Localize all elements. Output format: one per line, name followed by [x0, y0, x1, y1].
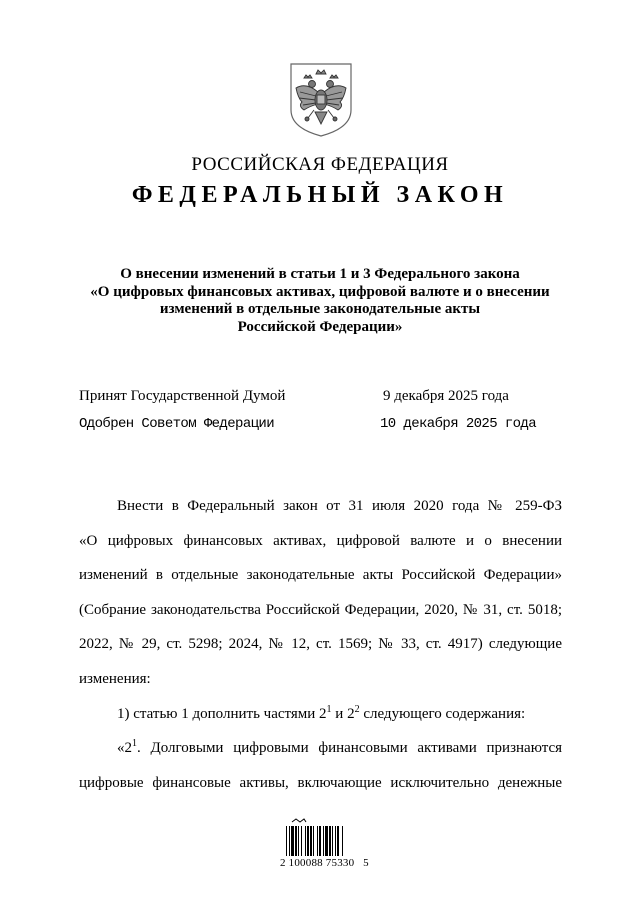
body-line: изменений в отдельные законодательные акты Российской Федерации» — [79, 567, 562, 584]
country-name: РОССИЙСКАЯ ФЕДЕРАЦИЯ — [191, 154, 449, 175]
body-line: цифровые финансовые активы, включающие исключительно денежные — [79, 774, 562, 791]
law-title — [70, 266, 570, 336]
duma-adoption-label: Принят Государственной Думой — [79, 388, 286, 404]
quoted-text-part: . Долговыми цифровыми финансовыми активами признаются — [137, 740, 562, 757]
amendment-item-text: и 2 — [331, 705, 355, 722]
amendment-item-text: следующего содержания: — [359, 705, 526, 722]
council-approval-label: Одобрен Советом Федерации — [79, 416, 275, 432]
duma-adoption-date: 9 декабря 2025 года — [383, 388, 509, 404]
body-line: (Собрание законодательства Российской Федерации, 2020, № 31, ст. 5018; — [79, 601, 562, 618]
amendment-item — [79, 697, 562, 732]
quoted-text-part: «2 — [117, 740, 132, 757]
barcode-icon — [286, 818, 364, 856]
law-body — [79, 489, 562, 800]
body-line: 2022, № 29, ст. 5298; 2024, № 12, ст. 1569; № 33, ст. 4917) следующие — [79, 636, 562, 653]
council-approval-date: 10 декабря 2025 года — [380, 416, 537, 432]
document-type: ФЕДЕРАЛЬНЫЙ ЗАКОН — [131, 182, 509, 208]
amendment-item-text: 1) статью 1 дополнить частями 2 — [117, 705, 327, 722]
russian-coat-of-arms-icon — [288, 62, 354, 138]
barcode-number: 2 100088 75330 5 — [280, 857, 369, 869]
quoted-text — [79, 731, 562, 766]
body-line: изменения: — [79, 670, 151, 687]
law-title-line: Российской Федерации» — [237, 318, 403, 335]
body-line: Внести в Федеральный закон от 31 июля 2020 года № 259-ФЗ — [117, 498, 562, 514]
superscript: 1 — [132, 738, 137, 750]
law-title-line: О внесении изменений в статьи 1 и 3 Федерального закона — [120, 266, 520, 282]
law-title-line: изменений в отдельные законодательные акты — [159, 301, 481, 317]
body-line: «О цифровых финансовых активах, цифровой валюте и о внесении — [79, 532, 562, 549]
law-title-line: «О цифровых финансовых активах, цифровой валюте и о внесении — [90, 283, 550, 300]
superscript: 2 — [354, 703, 360, 715]
superscript: 1 — [326, 703, 332, 715]
